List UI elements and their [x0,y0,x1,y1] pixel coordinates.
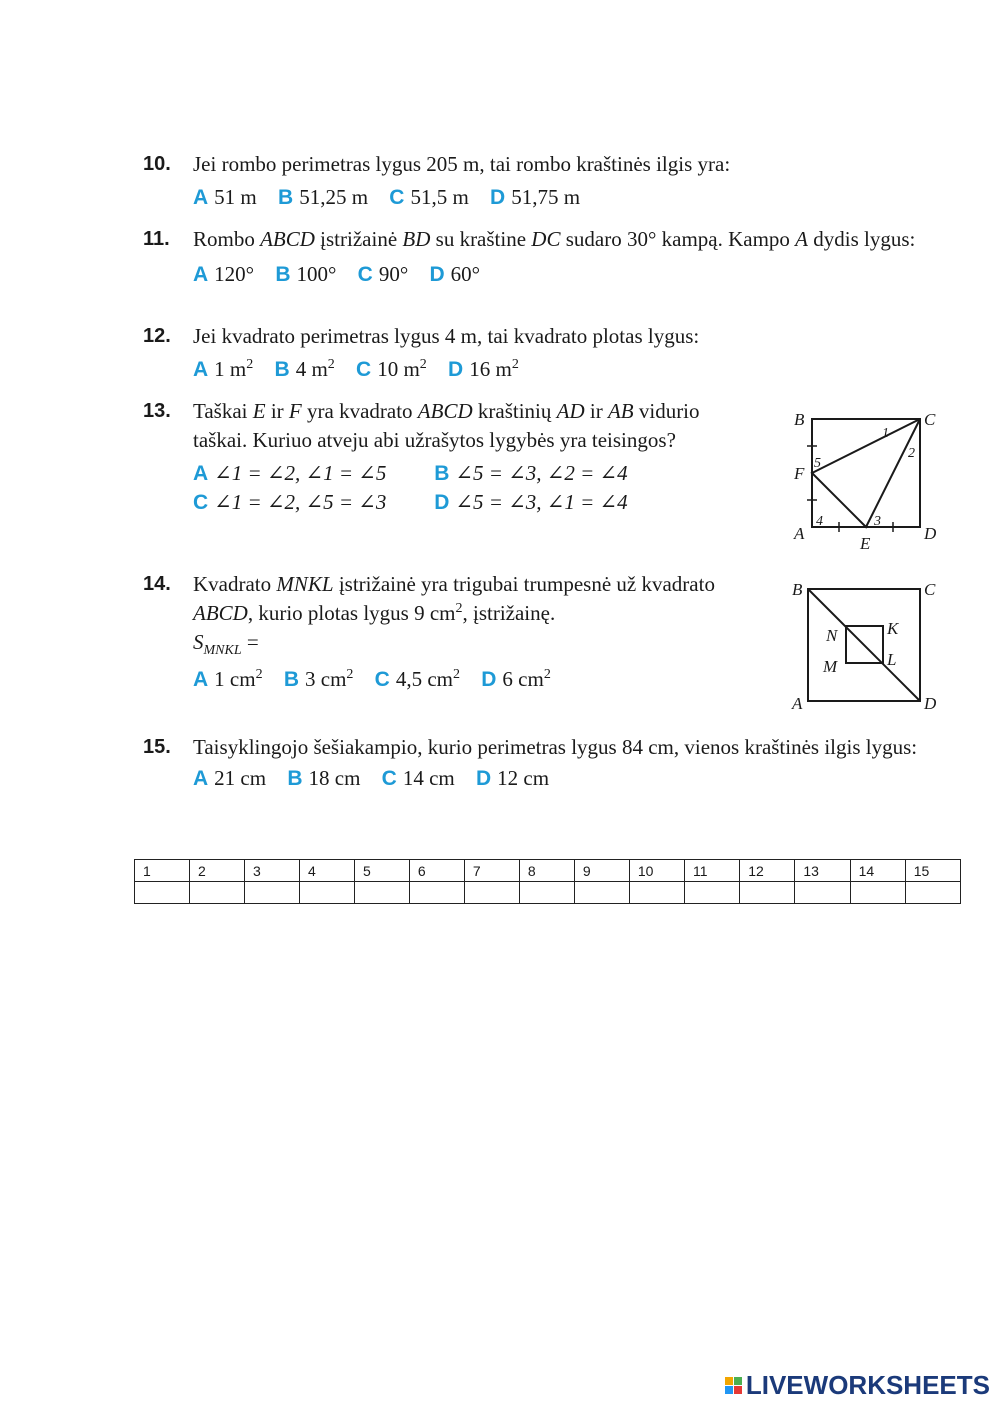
option-a[interactable]: A 21 cm [193,766,267,790]
angle-label-4: 4 [816,514,823,529]
option-c[interactable]: C 10 $m^2$ [356,357,427,381]
label-c: C [924,580,936,599]
answer-table-input-row [135,882,961,904]
answer-cell-7[interactable] [464,882,519,904]
answer-header: 15 [905,860,960,882]
label-d: D [924,694,937,713]
answer-cell-14[interactable] [850,882,905,904]
option-c[interactable]: C 4,5 $cm^2$ [374,667,460,692]
option-a[interactable]: A 1 $m^2$ [193,357,254,381]
label-e: E [860,534,871,553]
question-number: 11. [143,228,170,250]
answer-options [193,260,943,289]
option-d[interactable]: D 16 $m^2$ [448,357,519,381]
answer-options [193,665,723,694]
answer-table-header-row [135,860,961,882]
answer-header: 2 [189,860,244,882]
option-c[interactable]: C 90° [357,262,409,286]
answer-header: 9 [574,860,629,882]
answer-cell-15[interactable] [905,882,960,904]
option-b[interactable]: B 4 $m^2$ [274,357,335,381]
option-d[interactable]: D 51,75 m [490,185,581,209]
question-number: 15. [143,736,171,758]
question-number: 10. [143,153,171,175]
option-b[interactable]: B ∠5 = ∠3, ∠2 = ∠4 [434,461,628,485]
label-l: L [887,650,897,669]
answer-cell-5[interactable] [354,882,409,904]
question-10 [143,150,943,212]
option-c[interactable]: C 51,5 m [389,185,469,209]
label-k: K [887,619,899,638]
angle-label-5: 5 [814,456,821,471]
answer-cell-10[interactable] [629,882,684,904]
question-12 [143,322,943,384]
option-a[interactable]: A ∠1 = ∠2, ∠1 = ∠5 [193,461,387,485]
angle-label-1: 1 [882,426,889,441]
option-b[interactable]: B 3 $cm^2$ [283,667,354,692]
answer-header: 11 [685,860,740,882]
answer-header: 12 [740,860,795,882]
question-14 [143,570,723,694]
option-b[interactable]: B 18 cm [287,766,361,790]
question-text: Rombo ABCD įstrižainė BD su kraštine DC sudaro 30° kampą. Kampo A dydis lygus: [193,227,916,251]
answer-options [193,355,943,384]
answer-header: 14 [850,860,905,882]
answer-header: 3 [244,860,299,882]
option-a[interactable]: A 51 m [193,185,257,209]
option-d[interactable]: D ∠5 = ∠3, ∠1 = ∠4 [434,490,628,514]
option-b[interactable]: B 51,25 m [278,185,369,209]
answer-cell-3[interactable] [244,882,299,904]
answer-options [193,459,723,517]
option-a[interactable]: A 120° [193,262,255,286]
option-a[interactable]: A 1 $cm^2$ [193,667,263,692]
answer-header: 1 [135,860,190,882]
question-number: 12. [143,325,171,347]
question-text: Kvadrato MNKL įstrižainė yra trigubai trumpesnė už kvadrato ABCD, kurio plotas lygus 9 $cm^2$, įstrižainę. [193,572,715,625]
answer-cell-11[interactable] [685,882,740,904]
label-c: C [924,410,936,429]
label-a: A [794,524,805,543]
answer-header: 6 [409,860,464,882]
option-d[interactable]: D 6 $cm^2$ [481,667,551,692]
answer-options [193,183,943,212]
diagonal-bd [808,589,920,701]
option-c[interactable]: C 14 cm [381,766,455,790]
label-b: B [792,580,803,599]
angle-label-3: 3 [874,514,881,529]
figure-nested-squares [790,575,950,720]
question-text: Taisyklingojo šešiakampio, kurio perimetras lygus 84 cm, vienos kraštinės ilgis lygus: [193,735,918,759]
square-abcd [812,419,920,527]
angle-label-2: 2 [908,446,915,461]
question-text: Jei rombo perimetras lygus 205 m, tai rombo kraštinės ilgis yra: [193,152,731,176]
option-b[interactable]: B 100° [275,262,337,286]
answer-header: 5 [354,860,409,882]
answer-options [193,764,943,793]
option-d[interactable]: D 60° [429,262,481,286]
answer-cell-13[interactable] [795,882,850,904]
label-d: D [924,524,937,543]
logo-text: LIVEWORKSHEETS [745,1370,990,1400]
liveworksheets-logo [725,1370,990,1401]
answer-cell-12[interactable] [740,882,795,904]
answer-table [134,859,961,904]
option-d[interactable]: D 12 cm [475,766,550,790]
figure-square-triangle [790,405,950,555]
question-number: 14. [143,573,171,595]
answer-header: 8 [519,860,574,882]
triangle-cfe [812,419,920,527]
question-11 [143,225,943,289]
answer-cell-8[interactable] [519,882,574,904]
question-15 [143,733,943,793]
option-c[interactable]: C ∠1 = ∠2, ∠5 = ∠3 [193,490,387,514]
question-text: Jei kvadrato perimetras lygus 4 m, tai kvadrato plotas lygus: [193,324,700,348]
answer-header: 13 [795,860,850,882]
answer-cell-6[interactable] [409,882,464,904]
question-text: Taškai E ir F yra kvadrato ABCD kraštinių AD ir AB vidurio taškai. Kuriuo atveju abi užrašytos lygybės yra teisingos? [193,399,700,452]
area-formula: $S_{MNKL}$ = [193,630,259,659]
answer-cell-1[interactable] [135,882,190,904]
answer-cell-9[interactable] [574,882,629,904]
label-n: N [826,626,838,645]
label-m: M [823,657,838,676]
answer-header: 10 [629,860,684,882]
logo-icon [725,1377,742,1394]
label-f: F [794,464,805,483]
answer-cell-4[interactable] [299,882,354,904]
label-a: A [792,694,803,713]
answer-cell-2[interactable] [189,882,244,904]
label-b: B [794,410,805,429]
answer-header: 4 [299,860,354,882]
question-13 [143,397,723,517]
question-number: 13. [143,400,171,422]
answer-header: 7 [464,860,519,882]
